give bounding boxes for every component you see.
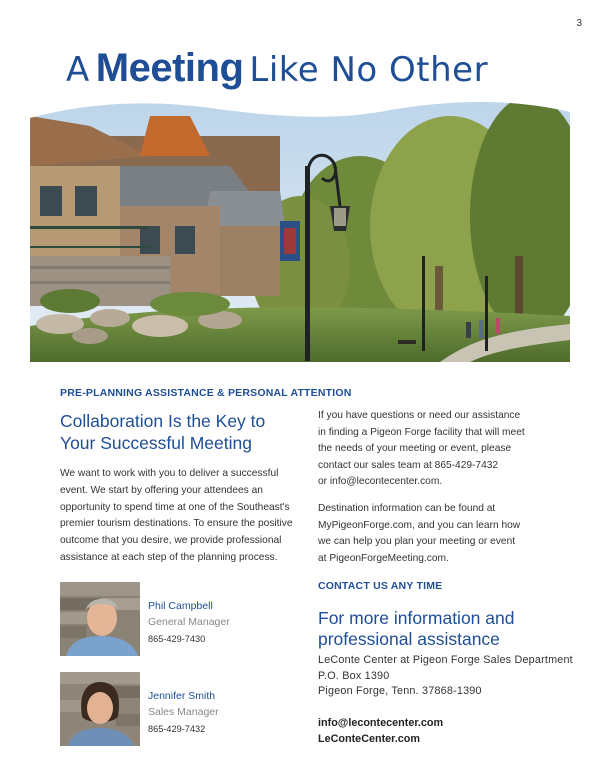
contact-kicker: CONTACT US ANY TIME [318, 580, 443, 592]
body-line: the needs of your meeting or event, please [318, 443, 512, 454]
contact-name: Jennifer Smith [148, 690, 216, 702]
headline-bold: Meeting [95, 46, 244, 90]
heading-line: For more information and [318, 608, 515, 628]
body-line: at PigeonForgeMeeting.com. [318, 552, 449, 564]
body-line: Destination information can be found at [318, 503, 496, 514]
body-line: premier tourism destinations. To ensure the positive [60, 518, 293, 530]
contact-phone: 865-429-7432 [148, 724, 206, 734]
contact-links [318, 716, 443, 747]
collaboration-heading [60, 410, 300, 454]
body-line: contact our sales team at 865-429-7432 [318, 459, 499, 471]
heading-line: professional assistance [318, 629, 500, 649]
heading-line: Your Successful Meeting [60, 433, 252, 453]
address-line: LeConte Center at Pigeon Forge Sales Department [318, 654, 573, 666]
body-line: event. We start by offering your attendees an [60, 484, 263, 496]
hero-photo [30, 96, 570, 362]
assistance-paragraph [318, 408, 588, 491]
body-line: We want to work with you to deliver a successful [60, 468, 279, 479]
contact-title: Sales Manager [148, 706, 219, 718]
contact-title: General Manager [148, 616, 230, 628]
body-line: assistance at each step of the planning process. [60, 551, 278, 563]
body-line: If you have questions or need our assistance [318, 410, 521, 421]
page-number: 3 [576, 18, 582, 29]
contact-phone: 865-429-7430 [148, 634, 206, 644]
page-headline [66, 46, 488, 91]
avatar [60, 672, 140, 746]
section-kicker: PRE-PLANNING ASSISTANCE & PERSONAL ATTENTION [60, 387, 352, 399]
contact-card-jennifer [60, 672, 310, 750]
collaboration-body [60, 466, 310, 567]
hero-photo-icon [30, 96, 570, 362]
body-line: or info@lecontecenter.com. [318, 476, 443, 487]
destination-paragraph [318, 501, 588, 567]
mailing-address [318, 653, 573, 700]
address-line: P.O. Box 1390 [318, 669, 390, 682]
headline-post: Like No Other [249, 50, 489, 90]
contact-heading [318, 608, 588, 650]
body-line: outcome that you desire, we provide professional [60, 535, 282, 547]
contact-card-phil [60, 582, 310, 660]
heading-line: Collaboration Is the Key to [60, 411, 266, 431]
avatar [60, 582, 140, 656]
body-line: opportunity to spend time at one of the Southeast's [60, 501, 290, 513]
address-line: Pigeon Forge, Tenn. 37868-1390 [318, 685, 482, 697]
contact-name: Phil Campbell [148, 600, 213, 612]
body-line: MyPigeonForge.com, and you can learn how [318, 519, 521, 531]
email-link[interactable]: info@lecontecenter.com [318, 717, 444, 729]
website-link[interactable]: LeConteCenter.com [318, 732, 420, 745]
headline-pre: A [66, 50, 90, 90]
body-line: we can help you plan your meeting or event [318, 536, 516, 547]
body-line: in finding a Pigeon Forge facility that will meet [318, 426, 525, 438]
